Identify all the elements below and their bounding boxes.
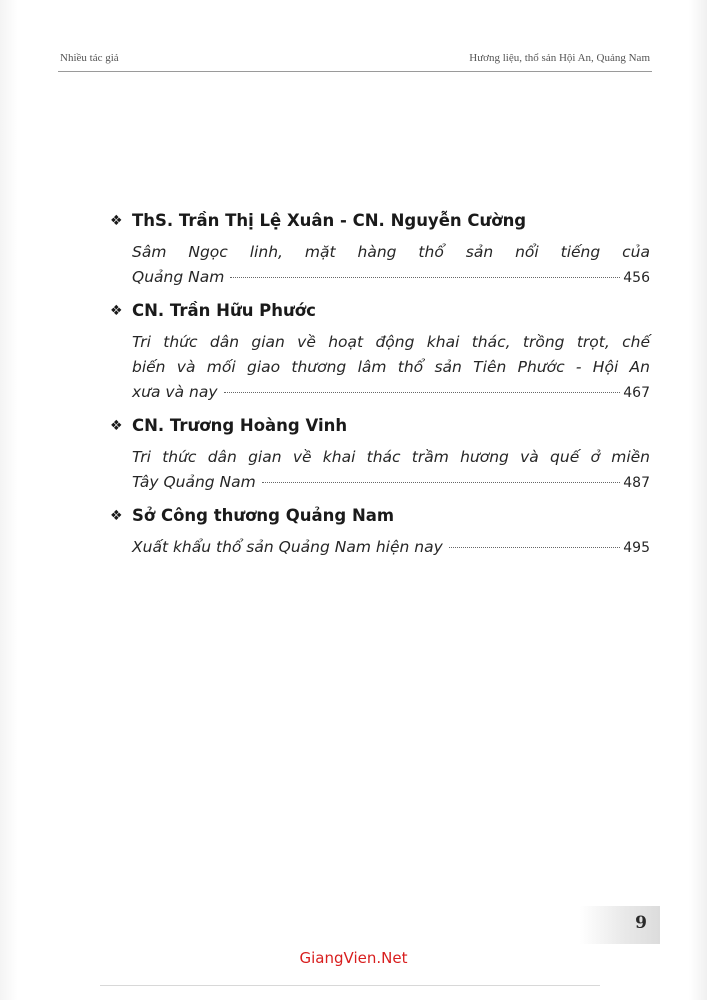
toc-entry xyxy=(110,413,650,495)
dot-leader xyxy=(262,482,621,483)
toc-title-line: Tây Quảng Nam xyxy=(132,473,256,491)
bottom-divider xyxy=(100,985,600,986)
toc-title-line: Xuất khẩu thổ sản Quảng Nam hiện nay xyxy=(132,538,443,556)
toc-author xyxy=(110,413,650,439)
toc-author xyxy=(110,503,650,529)
page-number: 9 xyxy=(635,913,647,933)
toc-page-number: 456 xyxy=(623,270,650,286)
toc-author-name: CN. Trương Hoàng Vinh xyxy=(132,416,348,435)
toc-page-number: 487 xyxy=(623,475,650,491)
toc-page-number: 495 xyxy=(623,540,650,556)
toc-title-line: Tri thức dân gian về hoạt động khai thác, trồng trọt, chế xyxy=(132,333,650,351)
toc-title-line: Quảng Nam xyxy=(132,268,225,286)
toc-entry xyxy=(110,208,650,290)
diamond-bullet-icon: ❖ xyxy=(110,418,123,434)
page-number-tab xyxy=(580,906,660,944)
toc-title-line: Tri thức dân gian về khai thác trầm hương và quế ở miền xyxy=(132,448,650,466)
diamond-bullet-icon: ❖ xyxy=(110,508,123,524)
toc-author xyxy=(110,298,650,324)
header-authors: Nhiều tác giả xyxy=(60,52,119,64)
table-of-contents xyxy=(110,208,650,568)
toc-title xyxy=(132,330,650,405)
toc-author xyxy=(110,208,650,234)
toc-author-name: ThS. Trần Thị Lệ Xuân - CN. Nguyễn Cường xyxy=(132,211,527,230)
dot-leader xyxy=(230,277,620,278)
toc-title-last-line xyxy=(132,380,650,405)
toc-entry xyxy=(110,503,650,560)
toc-title-last-line xyxy=(132,265,650,290)
watermark-text: GiangVien.Net xyxy=(299,949,408,967)
header-book-title: Hương liệu, thổ sản Hội An, Quảng Nam xyxy=(469,52,650,64)
toc-title-last-line xyxy=(132,535,650,560)
toc-title-line: xưa và nay xyxy=(132,383,218,401)
diamond-bullet-icon: ❖ xyxy=(110,303,123,319)
toc-title-last-line xyxy=(132,470,650,495)
toc-title-line: biến và mối giao thương lâm thổ sản Tiên Phước - Hội An xyxy=(132,358,650,376)
toc-entry xyxy=(110,298,650,405)
toc-author-name: CN. Trần Hữu Phước xyxy=(132,301,316,320)
dot-leader xyxy=(224,392,621,393)
toc-title xyxy=(132,445,650,495)
toc-author-name: Sở Công thương Quảng Nam xyxy=(132,506,395,525)
toc-title xyxy=(132,535,650,560)
diamond-bullet-icon: ❖ xyxy=(110,213,123,229)
toc-title xyxy=(132,240,650,290)
toc-title-line: Sâm Ngọc linh, mặt hàng thổ sản nổi tiếng của xyxy=(132,243,650,261)
header-divider xyxy=(58,71,652,72)
running-header xyxy=(60,52,650,68)
dot-leader xyxy=(449,547,620,548)
toc-page-number: 467 xyxy=(623,385,650,401)
